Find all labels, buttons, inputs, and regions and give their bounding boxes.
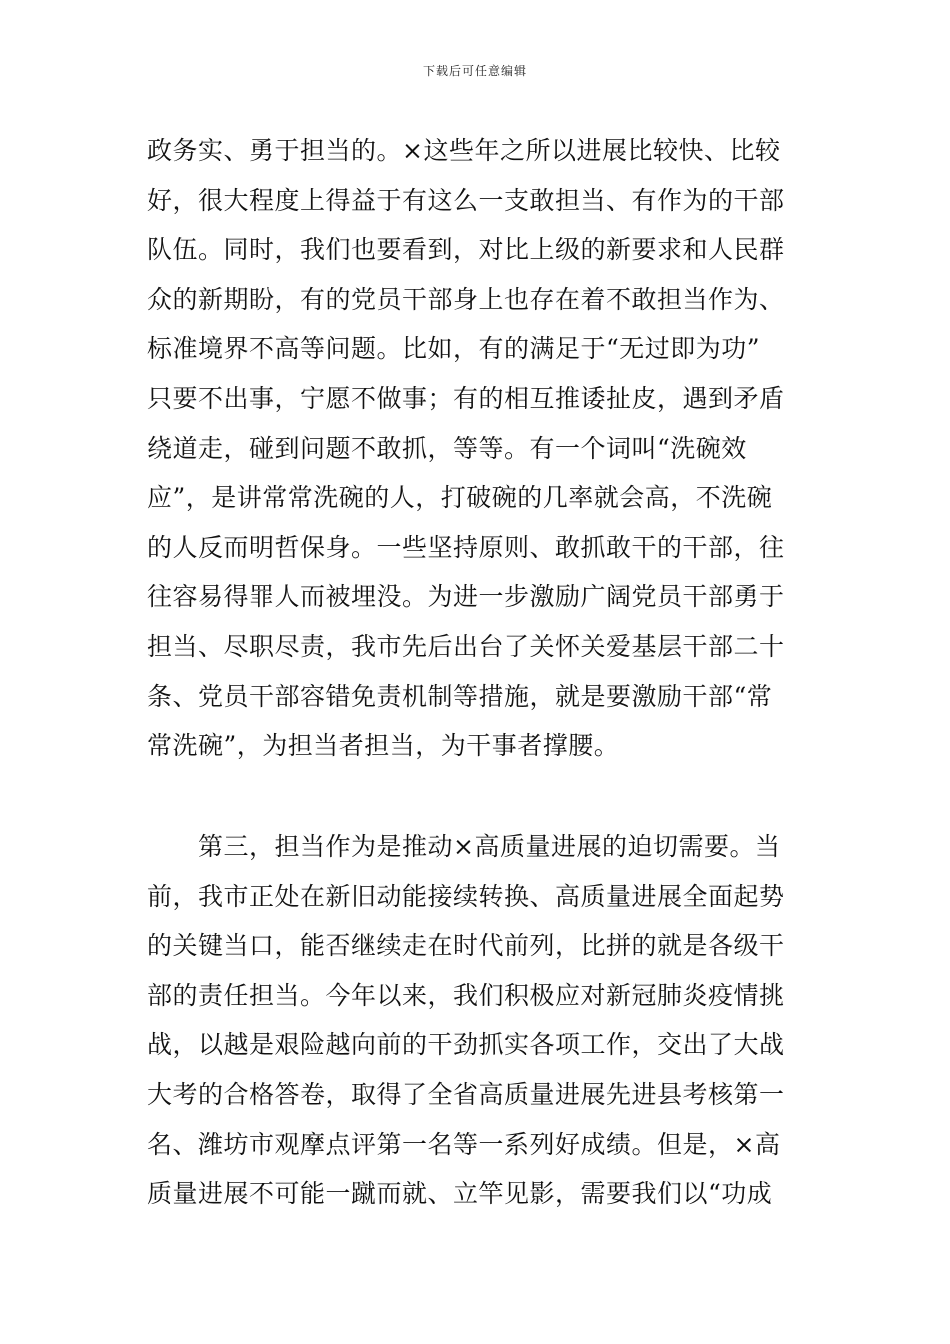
text-line: 众的新期盼，有的党员干部身上也存在着不敢担当作为、 xyxy=(147,284,785,314)
text-line: 好，很大程度上得益于有这么一支敢担当、有作为的干部 xyxy=(147,185,785,215)
text-line: 第三，担当作为是推动×高质量进展的迫切需要。当 xyxy=(147,832,781,861)
text-line: 担当、尽职尽责，我市先后出台了关怀关爱基层干部二十 xyxy=(147,631,785,661)
text-line: 绕道走，碰到问题不敢抓，等等。有一个词叫“洗碗效 xyxy=(147,433,747,463)
text-line: 只要不出事，宁愿不做事；有的相互推诿扯皮，遇到矛盾 xyxy=(147,383,785,413)
text-line: 质量进展不可能一蹴而就、立竿见影，需要我们以“功成 xyxy=(147,1179,773,1209)
text-line: 标准境界不高等问题。比如，有的满足于“无过即为功” xyxy=(147,334,761,364)
text-line: 的人反而明哲保身。一些坚持原则、敢抓敢干的干部，往 xyxy=(147,532,785,562)
page-header: 下载后可任意编辑 xyxy=(422,64,527,78)
text-line: 常洗碗”，为担当者担当，为干事者撑腰。 xyxy=(147,731,620,761)
body-paragraph-1 xyxy=(147,126,812,771)
text-line: 队伍。同时，我们也要看到，对比上级的新要求和人民群 xyxy=(147,235,785,265)
text-line: 部的责任担当。今年以来，我们积极应对新冠肺炎疫情挑 xyxy=(147,980,785,1010)
text-line: 大考的合格答卷，取得了全省高质量进展先进县考核第一 xyxy=(147,1079,785,1109)
text-line: 条、党员干部容错免责机制等措施，就是要激励干部“常 xyxy=(147,681,773,711)
text-line: 前，我市正处在新旧动能接续转换、高质量进展全面起势 xyxy=(147,881,785,911)
text-line: 的关键当口，能否继续走在时代前列，比拼的就是各级干 xyxy=(147,931,785,961)
text-line: 战，以越是艰险越向前的干劲抓实各项工作，交出了大战 xyxy=(147,1030,785,1060)
text-line: 名、潍坊市观摩点评第一名等一系列好成绩。但是，×高 xyxy=(147,1129,781,1159)
text-line: 应”，是讲常常洗碗的人，打破碗的几率就会高，不洗碗 xyxy=(147,483,773,513)
body-paragraph-2 xyxy=(147,822,812,1219)
text-line: 政务实、勇于担当的。×这些年之所以进展比较快、比较 xyxy=(147,136,781,165)
text-line: 往容易得罪人而被埋没。为进一步激励广阔党员干部勇于 xyxy=(147,582,785,612)
